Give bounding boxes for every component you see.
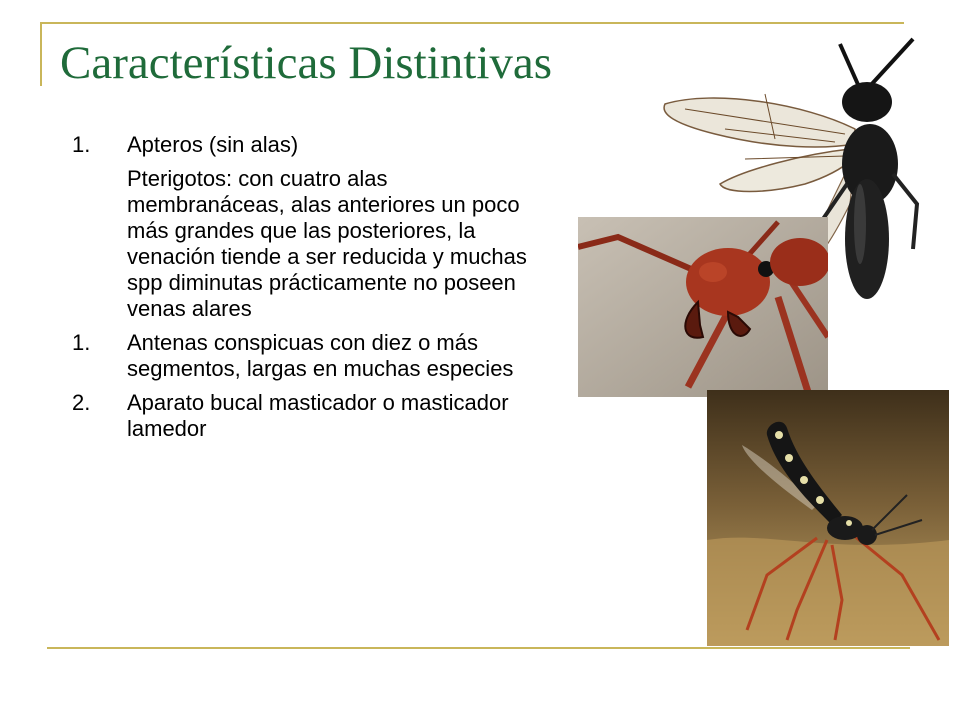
- frame-bottom-line: [47, 647, 910, 649]
- list-text: Antenas conspicuas con diez o más segmentos, largas en muchas especies: [127, 330, 514, 381]
- list-text: Aparato bucal masticador o masticador lamedor: [127, 390, 509, 441]
- slide-title: Características Distintivas: [60, 37, 553, 89]
- frame-top-line: [40, 22, 904, 24]
- list-number: 1.: [72, 132, 91, 157]
- list-item: [72, 390, 542, 442]
- slide-body: [72, 132, 542, 450]
- red-ant-photo: [578, 217, 828, 397]
- list-item: [72, 132, 542, 158]
- list-subparagraph: Pterigotos: con cuatro alas membranáceas, alas anteriores un poco más grandes que las posteriores, la venación tiende a ser reducida y muchas spp diminutas prácticamente no poseen venas alares: [127, 166, 527, 321]
- ichneumon-wasp-photo: [707, 390, 949, 646]
- list-text: Apteros (sin alas): [127, 132, 299, 157]
- frame-left-line: [40, 22, 42, 86]
- list-number: 2.: [72, 390, 91, 415]
- list-number: 1.: [72, 330, 91, 355]
- list-item: [72, 330, 542, 382]
